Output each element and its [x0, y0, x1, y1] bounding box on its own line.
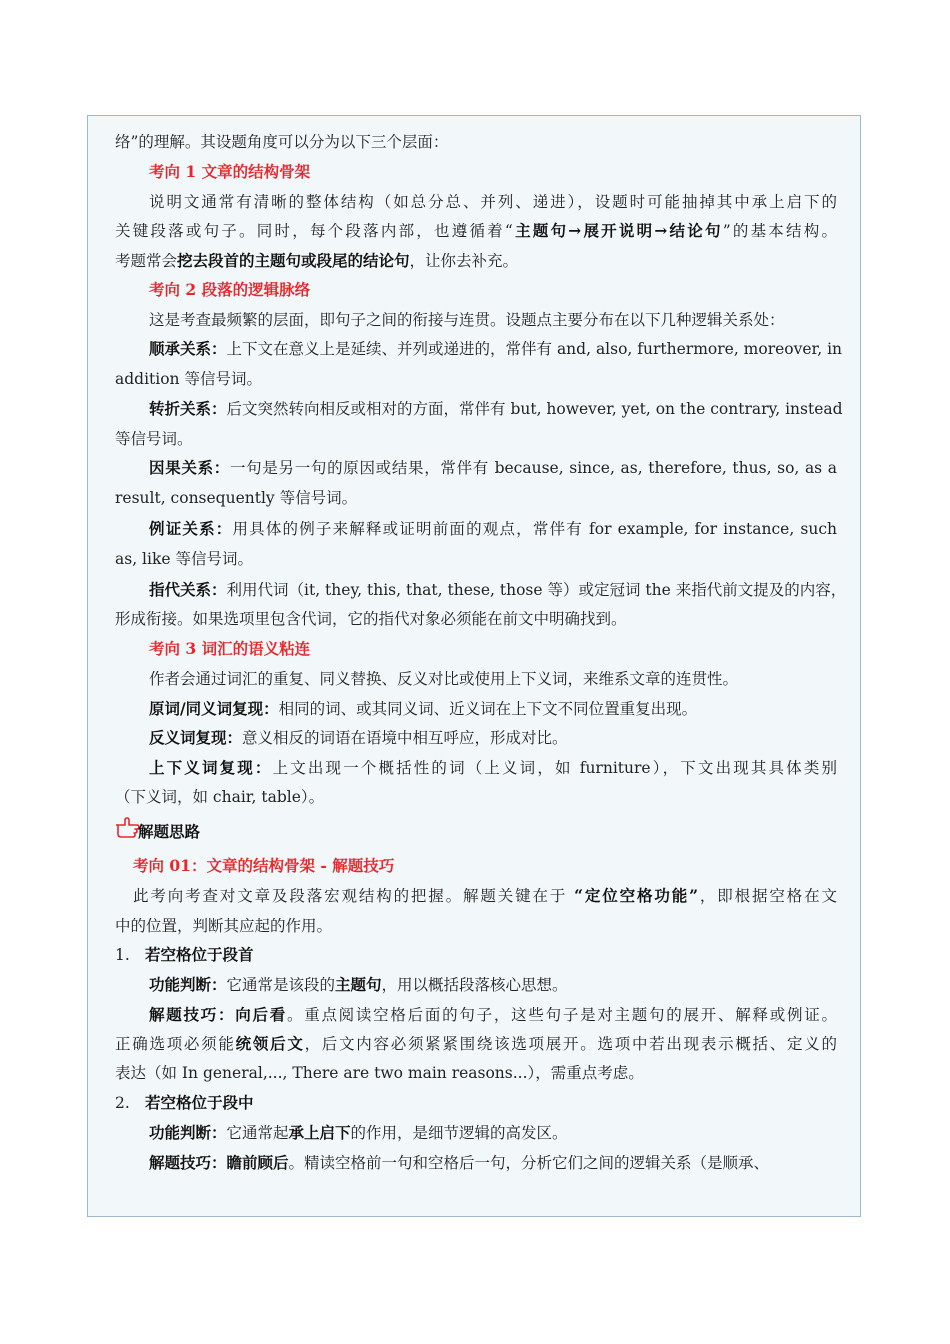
text-line: addition 等信号词。 — [115, 370, 262, 388]
text-line: result, consequently 等信号词。 — [115, 489, 358, 507]
text-line: 功能判断：它通常是该段的主题句，用以概括段落核心思想。 — [149, 975, 568, 994]
text-line: 表达（如 In general,..., There are two main reasons...），需重点考虑。 — [115, 1064, 644, 1082]
text-line: 功能判断：它通常起承上启下的作用，是细节逻辑的高发区。 — [149, 1123, 568, 1142]
text-line: 络”的理解。其设题角度可以分为以下三个层面： — [115, 133, 449, 151]
text-line: 关键段落或句子。同时，每个段落内部，也遵循着“主题句→展开说明→结论句”的基本结构。 — [115, 221, 837, 240]
text-line: 等信号词。 — [115, 430, 193, 448]
text-line: 作者会通过词汇的重复、同义替换、反义对比或使用上下义词，来维系文章的连贯性。 — [149, 670, 739, 688]
text-line: 因果关系：一句是另一句的原因或结果，常伴有 because, since, as, therefore, thus, so, as a — [149, 458, 837, 477]
text-line: 转折关系：后文突然转向相反或相对的方面，常伴有 but, however, yet, on the contrary, instead — [149, 399, 843, 418]
text-line: 例证关系：用具体的例子来解释或证明前面的观点，常伴有 for example, for instance, such — [149, 519, 837, 538]
text-line: 上下义词复现：上文出现一个概括性的词（上义词，如 furniture），下文出现其具体类别 — [149, 758, 837, 777]
text-line: 考题常会挖去段首的主题句或段尾的结论句，让你去补充。 — [115, 251, 519, 270]
text-line: 顺承关系：上下文在意义上是延续、并列或递进的，常伴有 and, also, furthermore, moreover, in — [149, 339, 843, 358]
text-line: 形成衔接。如果选项里包含代词，它的指代对象必须能在前文中明确找到。 — [115, 610, 627, 628]
text-line: 指代关系：利用代词（it, they, this, that, these, those 等）或定冠词 the 来指代前文提及的内容， — [149, 580, 847, 599]
text-line: 解题技巧：向后看。重点阅读空格后面的句子，这些句子是对主题句的展开、解释或例证。 — [149, 1005, 837, 1024]
text-line: 此考向考查对文章及段落宏观结构的把握。解题关键在于 “定位空格功能”，即根据空格在文 — [133, 886, 837, 905]
text-line: （下义词，如 chair, table）。 — [115, 788, 325, 806]
text-line: 正确选项必须能统领后文，后文内容必须紧紧围绕该选项展开。选项中若出现表示概括、定义的 — [115, 1034, 837, 1053]
heading-direction-3: 考向 3 词汇的语义粘连 — [149, 639, 311, 658]
heading-direction-01: 考向 01：文章的结构骨架 - 解题技巧 — [133, 856, 395, 875]
text-line: 中的位置，判断其应起的作用。 — [115, 917, 333, 935]
heading-direction-2: 考向 2 段落的逻辑脉络 — [149, 280, 311, 299]
text-line: 解题技巧：瞻前顾后。精读空格前一句和空格后一句，分析它们之间的逻辑关系（是顺承、 — [149, 1153, 770, 1172]
text-line: as, like 等信号词。 — [115, 550, 253, 568]
list-item-title: 若空格位于段中 — [145, 1093, 254, 1112]
section-title: 解题思路 — [138, 822, 201, 841]
text-line: 原词/同义词复现：相同的词、或其同义词、近义词在上下文不同位置重复出现。 — [149, 699, 698, 718]
list-number: 2. — [115, 1094, 130, 1112]
heading-direction-1: 考向 1 文章的结构骨架 — [149, 162, 311, 181]
list-number: 1. — [115, 946, 130, 964]
text-line: 反义词复现：意义相反的词语在语境中相互呼应，形成对比。 — [149, 728, 568, 747]
text-line: 这是考查最频繁的层面，即句子之间的衔接与连贯。设题点主要分布在以下几种逻辑关系处： — [149, 311, 785, 329]
list-item-title: 若空格位于段首 — [145, 945, 254, 964]
text-line: 说明文通常有清晰的整体结构（如总分总、并列、递进），设题时可能抽掉其中承上启下的 — [149, 193, 837, 211]
